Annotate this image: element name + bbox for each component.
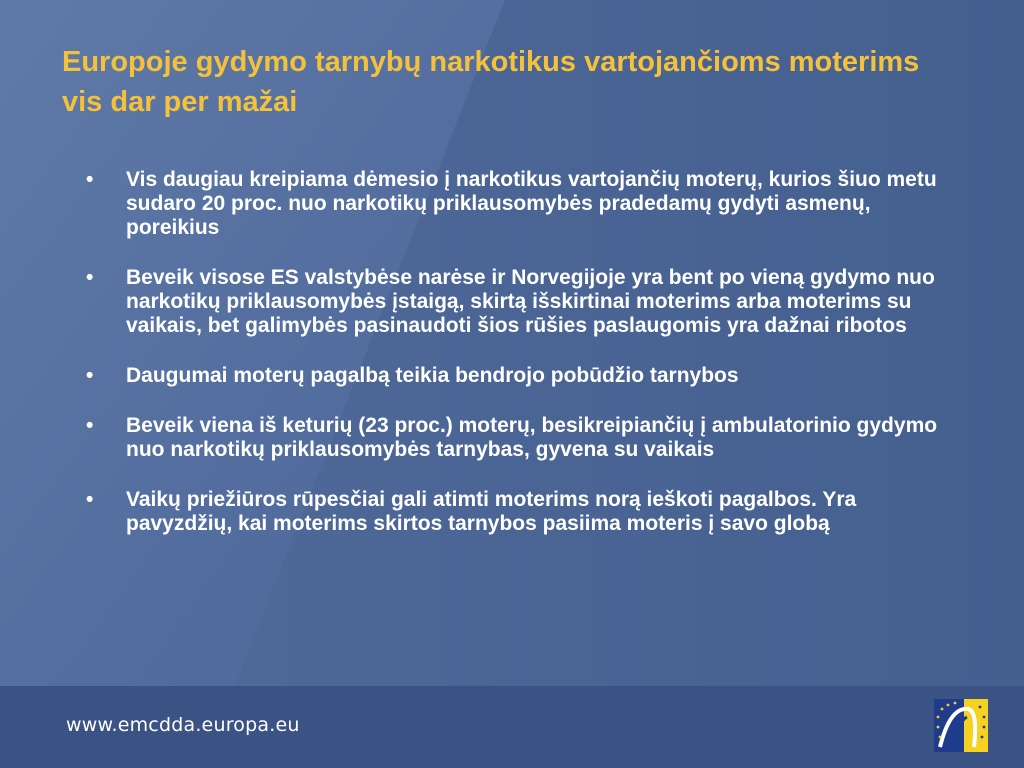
bullet-item: [86, 364, 966, 388]
emcdda-logo-icon: [934, 699, 988, 752]
bullet-dot: •: [86, 168, 94, 191]
bullet-dot: •: [86, 364, 94, 387]
bullet-item: [86, 266, 966, 338]
bullet-text: Vaikų priežiūros rūpesčiai gali atimti moterims norą ieškoti pagalbos. Yra pavyzdžių, kai moterims skirtos tarnybos pasiima moteris į savo globą: [126, 488, 857, 535]
bullet-dot: •: [86, 266, 94, 289]
bullet-dot: •: [86, 488, 94, 511]
slide-title: Europoje gydymo tarnybų narkotikus vartojančioms moterims vis dar per mažai: [62, 46, 920, 118]
bullet-list: [86, 168, 966, 562]
bullet-item: [86, 488, 966, 536]
bullet-text: Vis daugiau kreipiama dėmesio į narkotikus vartojančių moterų, kurios šiuo metu sudaro 20 proc. nuo narkotikų priklausomybės pradedamų gydyti asmenų, poreikius: [126, 168, 937, 239]
bullet-text: Beveik viena iš keturių (23 proc.) moterų, besikreipiančių į ambulatorinio gydymo nuo narkotikų priklausomybės tarnybas, gyvena su vaikais: [126, 414, 938, 461]
bullet-dot: •: [86, 414, 94, 437]
bullet-item: [86, 414, 966, 462]
bullet-text: Daugumai moterų pagalbą teikia bendrojo pobūdžio tarnybos: [126, 364, 739, 387]
bullet-item: [86, 168, 966, 240]
footer-url[interactable]: www.emcdda.europa.eu: [66, 714, 300, 736]
bullet-text: Beveik visose ES valstybėse narėse ir Norvegijoje yra bent po vieną gydymo nuo narkotikų priklausomybės įstaigą, skirtą išskirtinai moterims arba moterims su vaikais, bet galimybės pasinaudoti šios rūšies paslaugomis yra dažnai ribotos: [126, 266, 935, 337]
